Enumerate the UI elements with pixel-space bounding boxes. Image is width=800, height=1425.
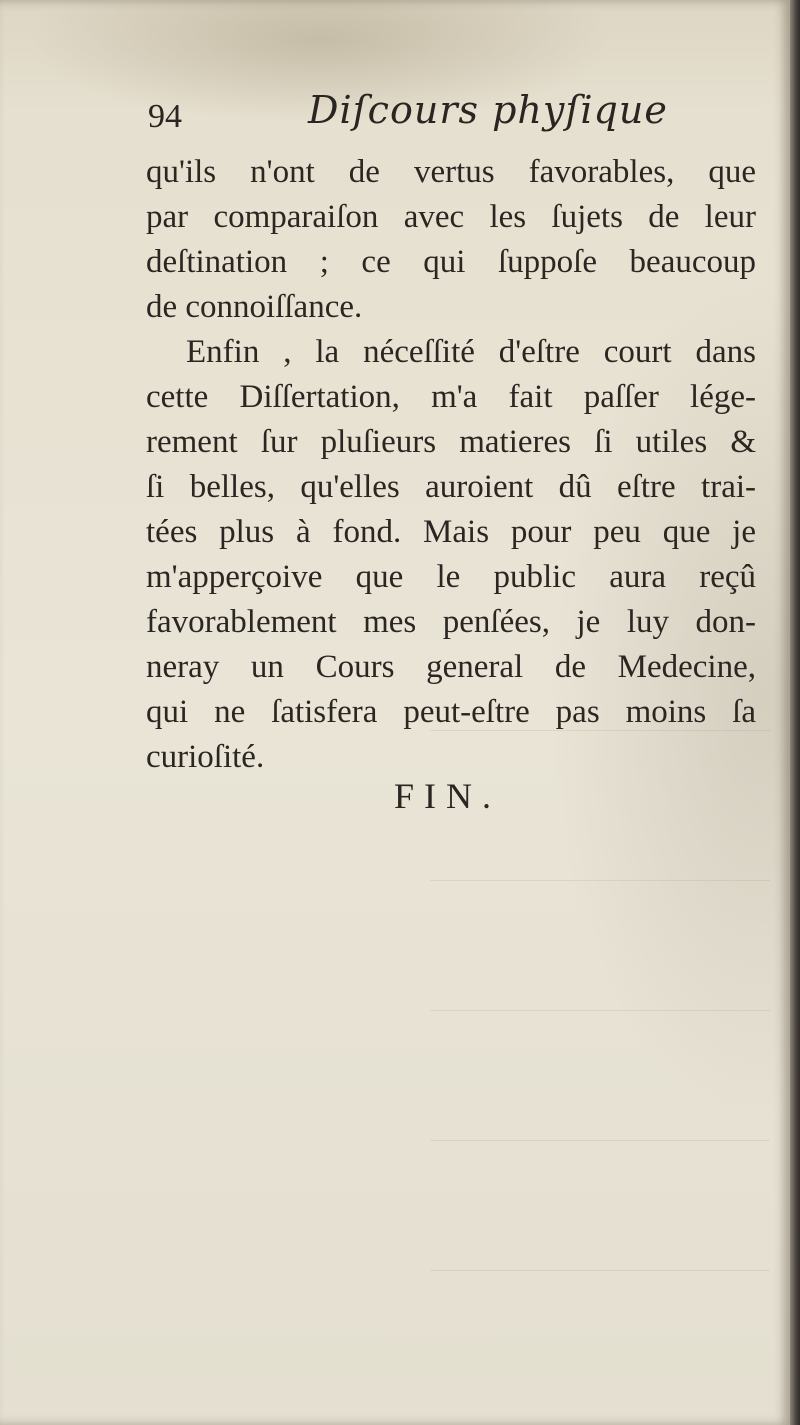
text-line: Enfin , la néceſſité d'eſtre court dans [186, 334, 756, 370]
fin-marker: FIN. [394, 776, 502, 816]
body-text [146, 150, 756, 780]
text-line: qu'ils n'ont de vertus favorables, que [146, 154, 756, 190]
page-edge [790, 0, 800, 1425]
text-line: ſi belles, qu'elles auroient dû eſtre trai- [146, 469, 756, 505]
show-through-line [430, 730, 770, 731]
show-through-line [430, 1140, 770, 1141]
show-through-line [430, 1010, 770, 1011]
page-header [148, 88, 668, 148]
text-line: curioſité. [146, 739, 265, 775]
text-line: neray un Cours general de Medecine, [146, 649, 756, 685]
paragraph [146, 150, 756, 330]
text-line: qui ne ſatisfera peut-eſtre pas moins ſa [146, 694, 756, 730]
paragraph [146, 330, 756, 780]
text-line: par comparaiſon avec les ſujets de leur [146, 199, 756, 235]
text-line: tées plus à fond. Mais pour peu que je [146, 514, 756, 550]
text-line: rement ſur pluſieurs matieres ſi utiles & [146, 424, 756, 460]
show-through-line [430, 880, 770, 881]
text-line: de connoiſſance. [146, 289, 363, 325]
page-number: 94 [148, 98, 182, 135]
text-line: favorablement mes penſées, je luy don- [146, 604, 756, 640]
text-line: m'apperçoive que le public aura reçû [146, 559, 756, 595]
show-through-line [430, 1270, 770, 1271]
text-line: deſtination ; ce qui ſuppoſe beaucoup [146, 244, 756, 280]
text-line: cette Diſſertation, m'a fait paſſer lége- [146, 379, 756, 415]
running-title: Diſcours phyſique [308, 88, 668, 132]
